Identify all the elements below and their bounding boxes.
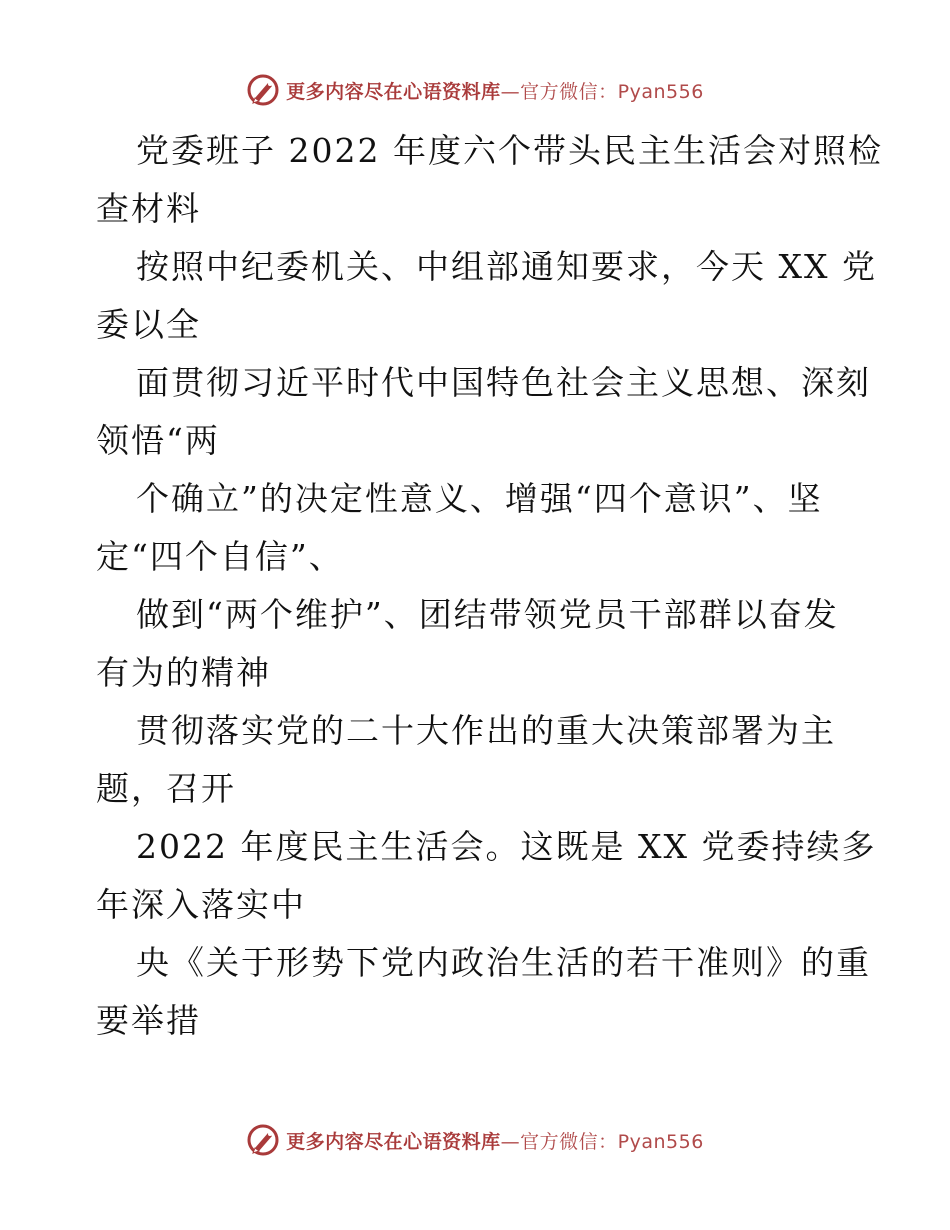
- paragraph-line: 面贯彻习近平时代中国特色社会主义思想、深刻: [136, 363, 871, 402]
- paragraph-line: 要举措: [96, 1001, 201, 1040]
- paragraph-line: 贯彻落实党的二十大作出的重大决策部署为主: [136, 711, 836, 750]
- paragraph-line: 央《关于形势下党内政治生活的若干准则》的重: [136, 943, 871, 982]
- header-banner-text: [286, 77, 704, 104]
- header-banner: [0, 70, 950, 110]
- paragraph-line: 有为的精神: [96, 653, 271, 692]
- document-body: [96, 122, 883, 1050]
- paragraph-line: 年深入落实中: [96, 885, 306, 924]
- paragraph-line: 2022 年度民主生活会。这既是 XX 党委持续多: [136, 827, 877, 866]
- header-banner-content: [246, 73, 704, 107]
- pen-logo-icon: [246, 1123, 280, 1157]
- document-title-line-1: 党委班子 2022 年度六个带头民主生活会对照检: [136, 131, 883, 170]
- pen-logo-icon: [246, 73, 280, 107]
- paragraph-line: 按照中纪委机关、中组部通知要求，今天 XX 党: [136, 247, 877, 286]
- paragraph-line: 个确立”的决定性意义、增强“四个意识”、坚: [136, 479, 823, 518]
- header-banner-tail: —官方微信：Pyan556: [500, 80, 704, 103]
- document-title-line-2: 查材料: [96, 189, 201, 228]
- header-banner-lead: 更多内容尽在心语资料库: [286, 80, 501, 103]
- footer-banner: [0, 1120, 950, 1160]
- paragraph-line: 做到“两个维护”、团结带领党员干部群以奋发: [136, 595, 839, 634]
- paragraph-line: 定“四个自信”、: [96, 537, 344, 576]
- paragraph-line: 委以全: [96, 305, 201, 344]
- paragraph-line: 题，召开: [96, 769, 236, 808]
- paragraph-line: 领悟“两: [96, 421, 220, 460]
- footer-banner-lead: 更多内容尽在心语资料库: [286, 1130, 501, 1153]
- footer-banner-content: [246, 1123, 704, 1157]
- footer-banner-tail: —官方微信：Pyan556: [500, 1130, 704, 1153]
- footer-banner-text: [286, 1127, 704, 1154]
